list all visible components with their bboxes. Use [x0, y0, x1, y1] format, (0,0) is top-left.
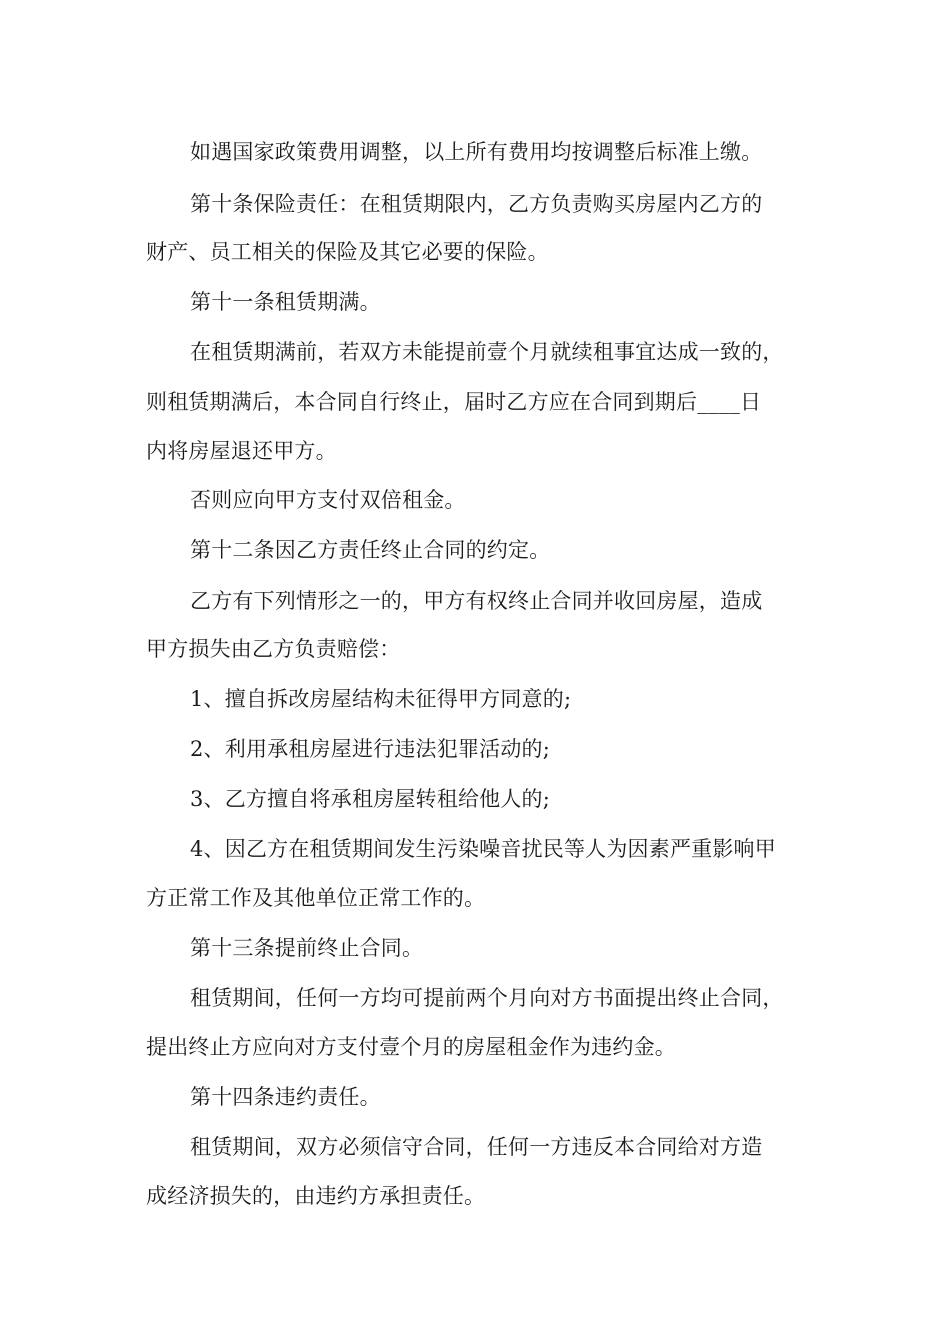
section-heading: 第十四条违约责任。: [190, 1085, 381, 1109]
paragraph-line: 乙方有下列情形之一的，甲方有权终止合同并收回房屋，造成: [190, 589, 763, 613]
section-heading: 第十三条提前终止合同。: [190, 936, 424, 960]
paragraph-line: 否则应向甲方支付双倍租金。: [190, 488, 466, 512]
paragraph-line: 如遇国家政策费用调整，以上所有费用均按调整后标准上缴。: [190, 140, 763, 164]
paragraph-line: 租赁期间，双方必须信守合同，任何一方违反本合同给对方造: [190, 1135, 763, 1159]
paragraph-line: 甲方损失由乙方负责赔偿：: [146, 637, 401, 661]
paragraph-line: 提出终止方应向对方支付壹个月的房屋租金作为违约金。: [146, 1035, 676, 1059]
list-item: 4、因乙方在租赁期间发生污染噪音扰民等人为因素严重影响甲: [190, 837, 776, 861]
paragraph-line: 第十条保险责任：在租赁期限内，乙方负责购买房屋内乙方的: [190, 192, 763, 216]
list-item: 3、乙方擅自将承租房屋转租给他人的;: [190, 787, 551, 811]
paragraph-line: 租赁期间，任何一方均可提前两个月向对方书面提出终止合同，: [190, 986, 784, 1010]
section-heading: 第十一条租赁期满。: [190, 290, 381, 314]
list-item: 1、擅自拆改房屋结构未征得甲方同意的;: [190, 687, 572, 711]
paragraph-line: 成经济损失的，由违约方承担责任。: [146, 1184, 486, 1208]
list-item: 2、利用承租房屋进行违法犯罪活动的;: [190, 737, 551, 761]
paragraph-line: 内将房屋退还甲方。: [146, 439, 337, 463]
paragraph-line: 则租赁期满后，本合同自行终止，届时乙方应在合同到期后____日: [146, 390, 762, 414]
paragraph-line: 财产、员工相关的保险及其它必要的保险。: [146, 240, 549, 264]
paragraph-line: 在租赁期满前，若双方未能提前壹个月就续租事宜达成一致的，: [190, 340, 784, 364]
paragraph-line: 方正常工作及其他单位正常工作的。: [146, 886, 486, 910]
section-heading: 第十二条因乙方责任终止合同的约定。: [190, 538, 551, 562]
